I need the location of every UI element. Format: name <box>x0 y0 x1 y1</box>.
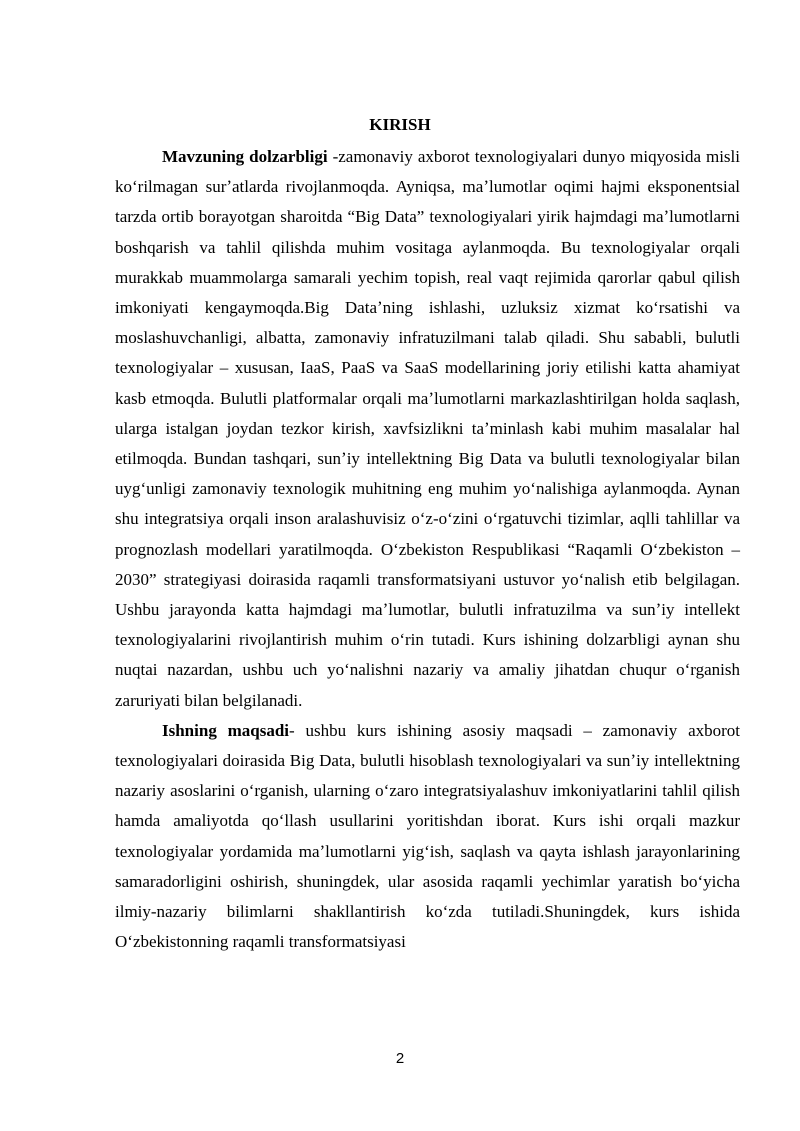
document-body <box>115 142 740 957</box>
paragraph-text: -zamonaviy axborot texnologiyalari dunyo miqyosida misli koʻrilmagan surʼatlarda rivojlanmoqda. Ayniqsa, maʼlumotlar oqimi hajmi eksponentsial tarzda ortib borayotgan sharoitda “Big Data” texnologiyalari yirik hajmdagi maʼlumotlarni boshqarish va tahlil qilishda muhim vositaga aylanmoqda. Bu texnologiyalar orqali murakkab muammolarga samarali yechim topish, real vaqt rejimida qarorlar qabul qilish imkoniyati kengaymoqda.Big Dataʼning ishlashi, uzluksiz xizmat koʻrsatishi va moslashuvchanligi, albatta, zamonaviy infratuzilmani talab qiladi. Shu sababli, bulutli texnologiyalar – xususan, IaaS, PaaS va SaaS modellarining joriy etilishi katta ahamiyat kasb etmoqda. Bulutli platformalar orqali maʼlumotlarni markazlashtirilgan holda saqlash, ularga istalgan joydan tezkor kirish, xavfsizlikni taʼminlash kabi muhim masalalar hal etilmoqda. Bundan tashqari, sunʼiy intellektning Big Data va bulutli texnologiyalar bilan uygʻunligi zamonaviy texnologik muhitning eng muhim yoʻnalishiga aylanmoqda. Aynan shu integratsiya orqali inson aralashuvisiz oʻz-oʻzini oʻrgatuvchi tizimlar, aqlli tahlillar va prognozlash modellari yaratilmoqda. Oʻzbekiston Respublikasi “Raqamli Oʻzbekiston – 2030” strategiyasi doirasida raqamli transformatsiyani ustuvor yoʻnalish etib belgilagan. Ushbu jarayonda katta hajmdagi maʼlumotlar, bulutli infratuzilma va sunʼiy intellekt texnologiyalarini rivojlantirish muhim oʻrin tutadi. Kurs ishining dolzarbligi aynan shu nuqtai nazardan, ushbu uch yoʻnalishni nazariy va amaliy jihatdan chuqur oʻrganish zaruriyati bilan belgilanadi. <box>115 147 740 710</box>
page-number: 2 <box>395 1050 405 1067</box>
section-title: KIRISH <box>369 115 431 134</box>
paragraph-goal <box>115 716 740 958</box>
paragraph-text: - ushbu kurs ishining asosiy maqsadi – zamonaviy axborot texnologiyalari doirasida Big Data, bulutli hisoblash texnologiyalari va sunʼiy intellektning nazariy asoslarini oʻrganish, ularning oʻzaro integratsiyalashuv imkoniyatlarini tahlil qilish hamda amaliyotda qoʻllash usullarini yoritishdan iborat. Kurs ishi orqali mazkur texnologiyalar yordamida maʼlumotlarni yigʻish, saqlash va qayta ishlash jarayonlarining samaradorligini oshirish, shuningdek, ular asosida raqamli yechimlar yaratish boʻyicha ilmiy-nazariy bilimlarni shakllantirish koʻzda tutiladi.Shuningdek, kurs ishida Oʻzbekistonning raqamli transformatsiyasi <box>115 720 740 952</box>
paragraph-lead: Mavzuning dolzarbligi <box>162 147 328 166</box>
paragraph-relevance <box>115 142 740 716</box>
paragraph-lead: Ishning maqsadi <box>162 720 290 740</box>
